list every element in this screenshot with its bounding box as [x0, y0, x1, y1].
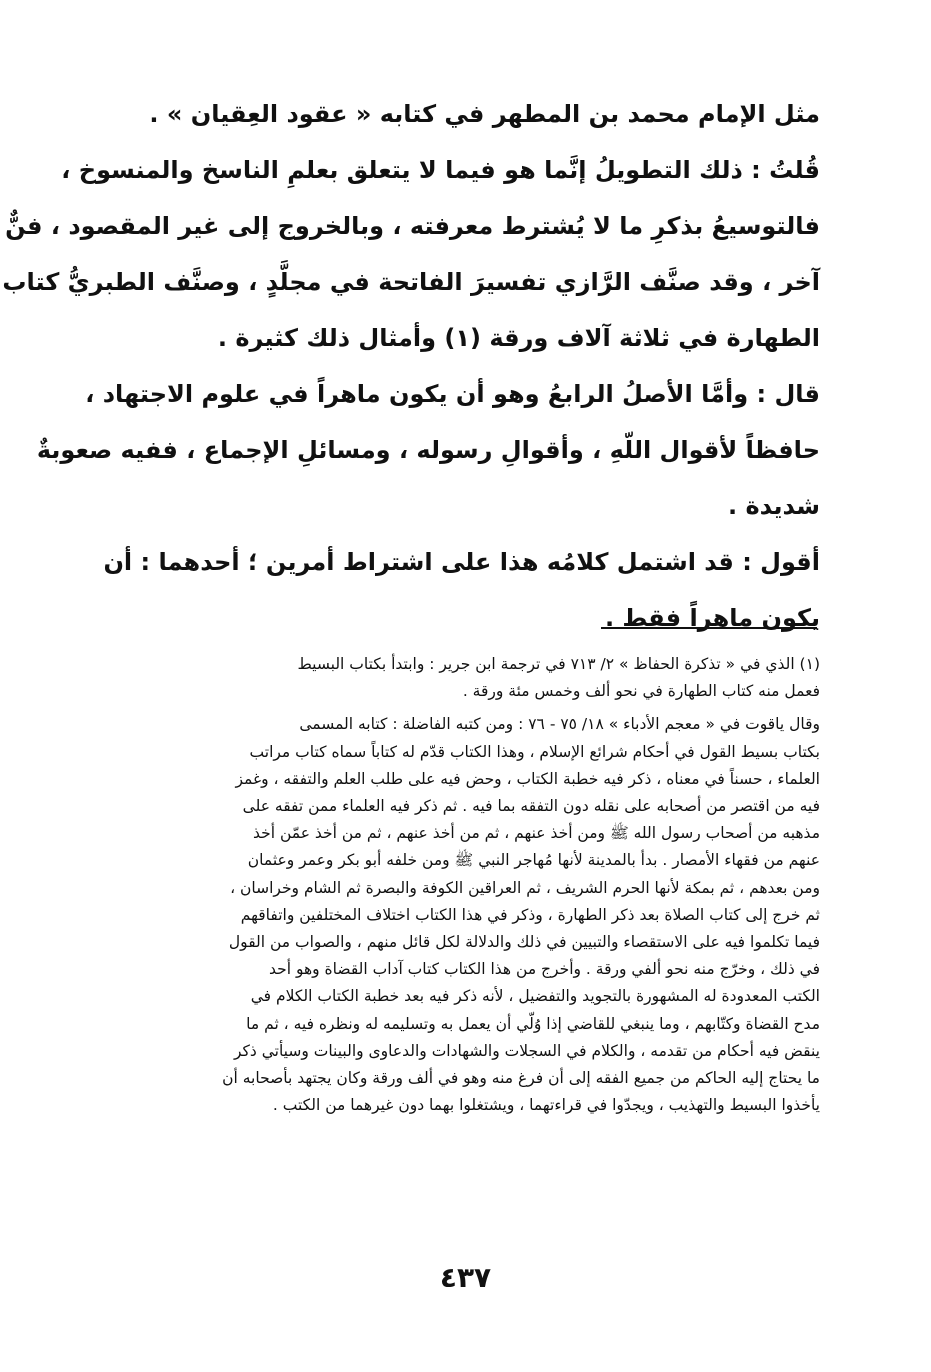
footnote-line: الكتب المعدودة له المشهورة بالتجويد والتفضيل ، لأنه ذكر فيه بعد خطبة الكتاب الكلام في	[250, 987, 820, 1006]
footnote-line: عنهم من فقهاء الأمصار . بدأ بالمدينة لأنها مُهاجر النبي ﷺ ومن خلفه أبو بكر وعمر وعثمان	[247, 851, 820, 870]
text-line: فالتوسيعُ بذكرِ ما لا يُشترط معرفته ، وبالخروج إلى غير المقصود ، فنٌّ	[5, 212, 820, 240]
main-text	[2, 86, 820, 646]
main-paragraph	[103, 534, 820, 646]
footnote-line: ينقض فيه أحكام من تقدمه ، والكلام في السجلات والشهادات والدعاوى والبينات وسيأتي ذكر	[233, 1041, 820, 1060]
footnote-line: فيما تكلموا فيه على الاستقصاء والتبيين في ذلك والدلالة لكل قائل منهم ، والصواب من القول	[228, 933, 820, 952]
footnotes	[140, 651, 820, 1119]
page-number: ٤٣٧	[439, 1261, 492, 1294]
footnote-paragraph	[140, 711, 820, 1119]
text-line: مثل الإمام محمد بن المطهر في كتابه « عقود العِقيان » .	[149, 100, 820, 128]
footnote-line: ما يحتاج إليه الحاكم من جميع الفقه إلى أن فرغ منه وهو في ألف ورقة وكان يجتهد بأصحابه أن	[222, 1069, 820, 1088]
footnote-line: فيه من اقتصر من أصحابه على نقله دون التفقه بما فيه . ثم ذكر فيه العلماء ممن تفقه على	[242, 797, 820, 816]
footnote-paragraph	[140, 651, 820, 705]
footnote-line: بكتاب بسيط القول في أحكام شرائع الإسلام ، وهذا الكتاب قدّم له كتاباً سماه كتاب مراتب	[249, 742, 820, 761]
text-line: آخر ، وقد صنَّف الرَّازي تفسيرَ الفاتحة في مجلَّدٍ ، وصنَّف الطبريُّ كتاب	[2, 268, 820, 296]
text-line: قال : وأمَّا الأصلُ الرابعُ وهو أن يكون ماهراً في علوم الاجتهاد ،	[85, 380, 820, 408]
footnote-line: مدح القضاة وكتّابهم ، وما ينبغي للقاضي إذا وُلّي أن يعمل به وتسليمه له ونظره فيه ، ثم ما	[246, 1014, 820, 1033]
footnote-line: ثم خرج إلى كتاب الصلاة بعد ذكر الطهارة ، وذكر في هذا الكتاب اختلاف المختلفين واتفاقهم	[240, 905, 820, 924]
main-paragraph	[36, 366, 820, 534]
footnote-separator	[601, 627, 817, 629]
text-line: أقول : قد اشتمل كلامُه هذا على اشتراط أمرين ؛ أحدهما : أن	[103, 548, 820, 576]
text-line: شديدة .	[728, 492, 820, 520]
main-paragraph	[2, 142, 820, 366]
main-paragraph	[140, 86, 820, 142]
footnote-line: فعمل منه كتاب الطهارة في نحو ألف وخمس مئة ورقة .	[462, 682, 820, 701]
text-line: يكون ماهراً فقط .	[604, 604, 820, 632]
footnote-line: مذهبه من أصحاب رسول الله ﷺ ومن أخذ عنهم ، ثم من أخذ عنهم ، ثم من أخذ عمّن أخذ	[253, 824, 820, 843]
footnote-line: العلماء ، حسناً في معناه ، ذكر فيه خطبة الكتاب ، وحض فيه على طلب العلم والتفقه ، وغمز	[235, 769, 820, 788]
footnote-line: ومن بعدهم ، ثم بمكة لأنها الحرم الشريف ، ثم العراقين الكوفة والبصرة ثم الشام وخراسان ،	[230, 878, 820, 897]
text-line: قُلتُ : ذلك التطويلُ إنَّما هو فيما لا يتعلق بعلمِ الناسخ والمنسوخ ،	[61, 156, 820, 184]
footnote-line: (١) الذي في « تذكرة الحفاظ » ٢/ ٧١٣ في ترجمة ابن جرير : وابتدأ بكتاب البسيط	[297, 655, 820, 673]
text-line: حافظاً لأقوال اللّهِ ، وأقوالِ رسوله ، ومسائلِ الإجماع ، ففيه صعوبةٌ	[36, 436, 820, 464]
footnote-line: يأخذوا البسيط والتهذيب ، ويجدّوا في قراءتهما ، ويشتغلوا بهما دون غيرهما من الكتب .	[272, 1096, 820, 1115]
text-line: الطهارة في ثلاثة آلاف ورقة (١) وأمثال ذلك كثيرة .	[217, 324, 820, 352]
footnote-line: في ذلك ، وخرّج منه نحو ألفي ورقة . وأخرج من هذا الكتاب كتاب آداب القضاة وهو أحد	[269, 960, 820, 979]
footnote-line: وقال ياقوت في « معجم الأدباء » ١٨/ ٧٥ - ٧٦ : ومن كتبه الفاضلة : كتابه المسمى	[299, 715, 820, 734]
